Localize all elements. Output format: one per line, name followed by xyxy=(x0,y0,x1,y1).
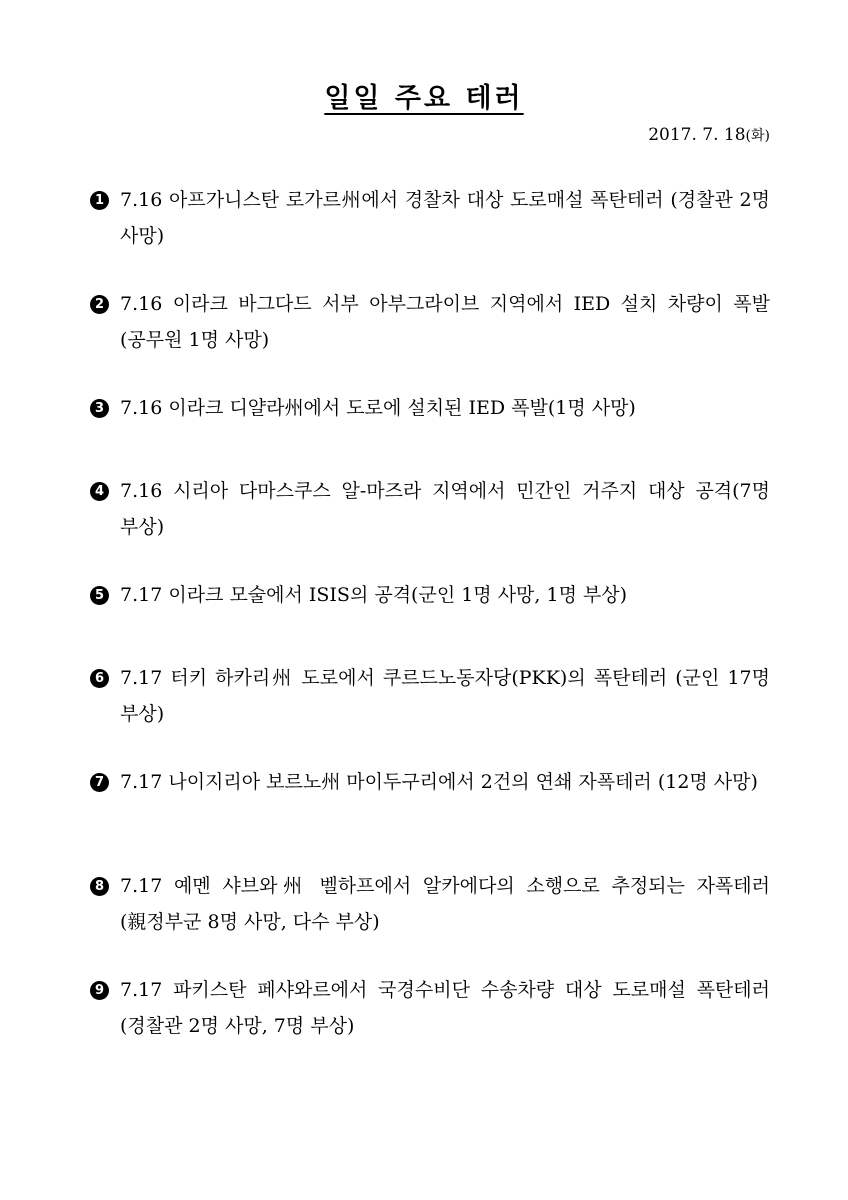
incident-text: 7.17 파키스탄 페샤와르에서 국경수비단 수송차량 대상 도로매설 폭탄테러(경찰관 2명 사망, 7명 부상) xyxy=(120,979,770,1037)
incident-item xyxy=(90,764,770,868)
number-bullet-icon: 4 xyxy=(90,482,109,501)
incident-text: 7.17 터키 하카리州 도로에서 쿠르드노동자당(PKK)의 폭탄테러 (군인 17명 부상) xyxy=(120,667,770,725)
report-date-text: 2017. 7. 18 xyxy=(648,125,746,145)
incident-item xyxy=(90,972,770,1076)
incident-item xyxy=(90,286,770,390)
incident-item xyxy=(90,868,770,972)
incident-item xyxy=(90,577,770,660)
page-title-text: 일일 주요 테러 xyxy=(324,83,524,114)
number-bullet-icon: 6 xyxy=(90,669,109,688)
incident-text: 7.17 예멘 샤브와州 벨하프에서 알카에다의 소행으로 추정되는 자폭테러(親정부군 8명 사망, 다수 부상) xyxy=(120,875,770,933)
incident-text: 7.17 나이지리아 보르노州 마이두구리에서 2건의 연쇄 자폭테러 (12명 사망) xyxy=(120,771,758,793)
number-bullet-icon: 1 xyxy=(90,191,109,210)
incident-item xyxy=(90,473,770,577)
report-weekday: (화) xyxy=(745,128,770,144)
page-title xyxy=(0,76,848,115)
incident-list xyxy=(90,182,770,1076)
number-bullet-icon: 2 xyxy=(90,295,109,314)
number-bullet-icon: 8 xyxy=(90,877,109,896)
incident-text: 7.16 이라크 디얄라州에서 도로에 설치된 IED 폭발(1명 사망) xyxy=(120,397,636,419)
number-bullet-icon: 3 xyxy=(90,399,109,418)
incident-item xyxy=(90,660,770,764)
incident-text: 7.16 시리아 다마스쿠스 알-마즈라 지역에서 민간인 거주지 대상 공격(7명 부상) xyxy=(120,480,770,538)
incident-item xyxy=(90,182,770,286)
number-bullet-icon: 5 xyxy=(90,586,109,605)
number-bullet-icon: 9 xyxy=(90,981,109,1000)
report-date xyxy=(648,125,770,145)
incident-text: 7.16 아프가니스탄 로가르州에서 경찰차 대상 도로매설 폭탄테러 (경찰관 2명 사망) xyxy=(120,189,770,247)
incident-text: 7.16 이라크 바그다드 서부 아부그라이브 지역에서 IED 설치 차량이 폭발(공무원 1명 사망) xyxy=(120,293,770,351)
number-bullet-icon: 7 xyxy=(90,773,109,792)
incident-item xyxy=(90,390,770,473)
incident-text: 7.17 이라크 모술에서 ISIS의 공격(군인 1명 사망, 1명 부상) xyxy=(120,584,628,606)
